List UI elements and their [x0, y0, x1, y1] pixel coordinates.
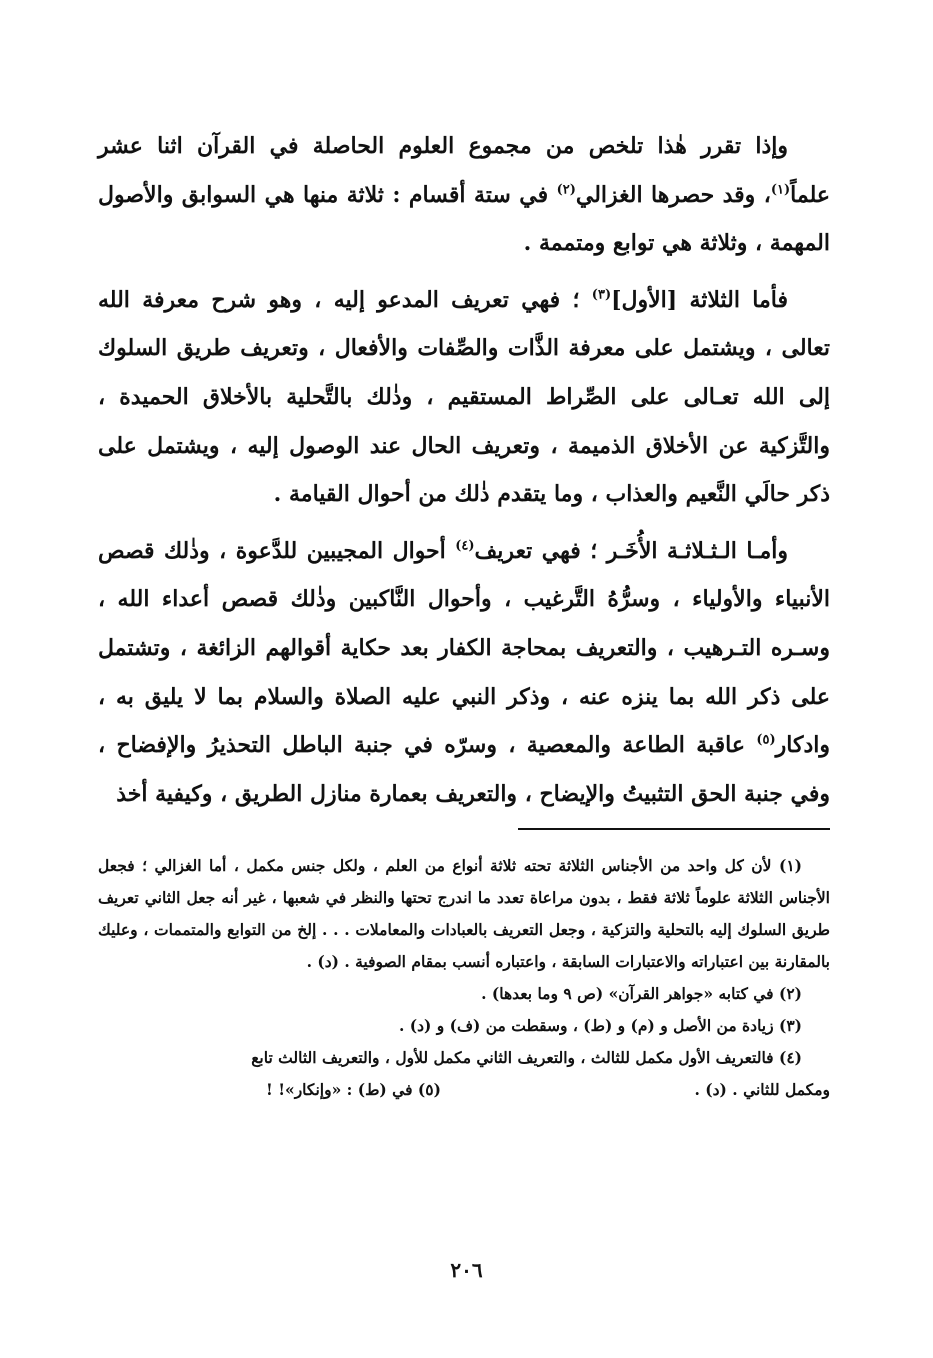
paragraph-2-lead: فأما الثلاثة [الأول]	[611, 286, 788, 313]
paragraph-3-lead: وأمـا الـثـلاثـة الأُخَـر	[606, 537, 788, 564]
footnote-ref-5[interactable]: (٥)	[756, 732, 776, 748]
footnote-ref-4[interactable]: (٤)	[455, 538, 475, 554]
footnote-ref-2[interactable]: (٢)	[556, 182, 576, 198]
page-number: ٢٠٦	[450, 1258, 483, 1282]
footnote-2: (٢) في كتابه «جواهر القرآن» (ص ٩ وما بعدها) .	[481, 984, 802, 1003]
footnote-1: (١) لأن كل واحد من الأجناس الثلاثة تحته ثلاثة أنواع من العلم ، ولكل جنس مكمل ، أما الغزالي ؛ فجعل الأجناس الثلاثة علوماً ثلاثة فقط ، بدون مراعاة تعدد ما اندرج تحتها والنظر في شعبها ، غير أنه جعل الثاني تعريف طريق السلوك إليه بالتحلية والتزكية ، وجعل التعريف بالعبادات والمعاملات . . . إلخ من التوابع والمتممات ، وعليك بالمقارنة بين اعتباراته والاعتبارات السابقة ، واعتباره أنسب بمقام الصوفية . (د) .	[98, 856, 830, 971]
footnote-ref-3[interactable]: (٣)	[591, 287, 612, 303]
paragraph-1-text-b: ، وقد حصرها الغزالي	[575, 181, 771, 208]
paragraph-1-text-a: وإذا تقرر هٰذا تلخص من مجموع العلوم الحاصلة في القرآن اثنا عشر علماً	[98, 133, 831, 208]
main-text	[98, 122, 830, 826]
footnote-4-continuation: ومكمل للثاني . (د) .	[694, 1080, 830, 1099]
paragraph-3-text-c: عاقبة الطاعة والمعصية ، وسرّه في جنبة الباطل التحذيرُ والإفضاح ، وفي جنبة الحق التثبيتُ والإيضاح ، والتعريف بعمارة منازل الطريق ، وكيفية أخذ	[98, 732, 830, 807]
footnote-divider	[518, 828, 830, 830]
paragraph-2-text: ؛ فهي تعريف المدعو إليه ، وهو شرح معرفة الله تعالى ، ويشتمل على معرفة الذَّات والصِّفات والأفعال ، وتعريف طريق السلوك إلى الله تعـالى على الصِّراط المستقيم ، وذٰلك بالتَّحلية بالأخلاق الحميدة ، والتَّزكية عن الأخلاق الذميمة ، وتعريف الحال عند الوصول إليه ، ويشتمل على ذكر حالَي النَّعيم والعذاب ، وما يتقدم ذٰلك من أحوال القيامة .	[98, 286, 830, 508]
paragraph-3	[98, 527, 830, 819]
footnotes	[98, 850, 830, 1106]
footnote-5: (٥) في (ط) : «وإنكار»! !	[266, 1080, 441, 1099]
paragraph-1	[98, 122, 830, 268]
paragraph-1-text-c: في ستة أقسام : ثلاثة منها هي السوابق والأصول المهمة ، وثلاثة هي توابع ومتممة .	[98, 181, 830, 257]
paragraph-3-text-a: ؛ فهي تعريف	[474, 537, 607, 564]
footnote-4: (٤) فالتعريف الأول مكمل للثالث ، والتعريف الثاني مكمل للأول ، والتعريف الثالث تابع	[251, 1048, 802, 1067]
paragraph-3-text-b: أحوال المجيبين للدَّعوة ، وذٰلك قصص الأنبياء والأولياء ، وسرُّهُ التَّرغيب ، وأحوال النَّاكبين وذٰلك قصص أعداء الله ، وسـره التـرهيب ، والتعريف بمحاجة الكفار بعد حكاية أقوالهم الزائغة ، وتشتمل على ذكر الله بما ينزه عنه ، وذكر النبي عليه الصلاة والسلام بما لا يليق به ، وادكار	[98, 537, 830, 759]
footnote-ref-1[interactable]: (١)	[770, 182, 791, 198]
footnote-3: (٣) زيادة من الأصل و (م) و (ط) ، وسقطت من (ف) و (د) .	[398, 1016, 802, 1035]
footnote-row-last	[98, 1074, 830, 1106]
paragraph-2	[98, 276, 830, 519]
